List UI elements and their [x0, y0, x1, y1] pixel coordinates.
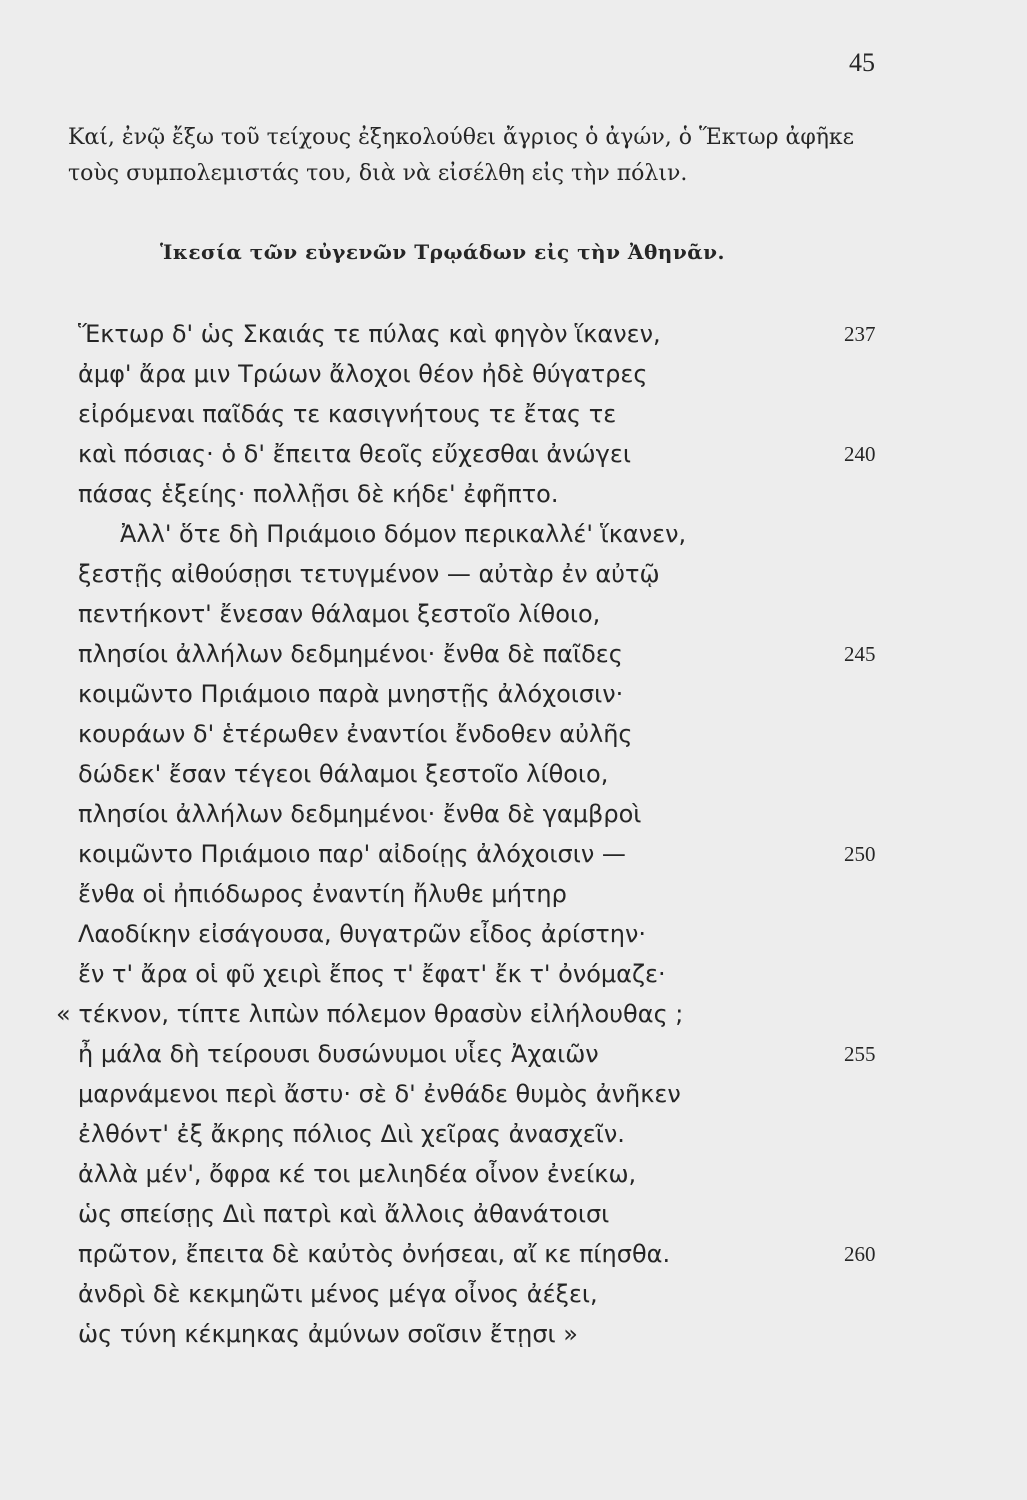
verse-line [0, 1080, 1027, 1120]
verse-line [0, 1240, 1027, 1280]
verse-text: πλησίοι ἀλλήλων δεδμημένοι· ἔνθα δὲ παῖδες [78, 640, 623, 668]
verse-line [0, 1000, 1027, 1040]
verse-text: Ἀλλ' ὅτε δὴ Πριάμοιο δόμον περικαλλέ' ἵκανεν, [120, 520, 687, 548]
verse-line [0, 1120, 1027, 1160]
verse-line [0, 840, 1027, 880]
verse-text: πάσας ἑξείης· πολλῇσι δὲ κήδε' ἐφῆπτο. [78, 480, 559, 508]
verse-text: κοιμῶντο Πριάμοιο παρὰ μνηστῇς ἀλόχοισιν· [78, 680, 624, 708]
verse-line [0, 1280, 1027, 1320]
verse-line [0, 360, 1027, 400]
verse-text: ἔν τ' ἄρα οἱ φῦ χειρὶ ἔπος τ' ἔφατ' ἔκ τ' ὀνόμαζε· [78, 960, 666, 988]
verse-text: δώδεκ' ἔσαν τέγεοι θάλαμοι ξεστοῖο λίθοιο, [78, 760, 609, 788]
verse-text: ἔνθα οἱ ἠπιόδωρος ἐναντίη ἤλυθε μήτηρ [78, 880, 567, 908]
verse-line [0, 680, 1027, 720]
verse-text: ὡς σπείσῃς Διὶ πατρὶ καὶ ἄλλοις ἀθανάτοισι [78, 1200, 610, 1228]
verse-text: κοιμῶντο Πριάμοιο παρ' αἰδοίῃς ἀλόχοισιν — [78, 840, 626, 868]
line-number: 255 [844, 1042, 876, 1066]
verse-text: εἰρόμεναι παῖδάς τε κασιγνήτους τε ἔτας τε [78, 400, 617, 428]
verse-line [0, 920, 1027, 960]
prose-line: Καί, ἐνῷ ἔξω τοῦ τείχους ἐξηκολούθει ἄγριος ὁ ἀγών, ὁ Ἕκτωρ ἀφῆκε [68, 125, 855, 150]
verse-line [0, 800, 1027, 840]
verse-text: ξεστῇς αἰθούσῃσι τετυγμένον — αὐτὰρ ἐν αὐτῷ [78, 560, 660, 588]
verse-text: ἀμφ' ἄρα μιν Τρώων ἄλοχοι θέον ἠδὲ θύγατρες [78, 360, 648, 388]
section-heading: Ἱκεσία τῶν εὐγενῶν Τρῳάδων εἰς τὴν Ἀθηνᾶν. [160, 240, 725, 264]
verse-line [0, 880, 1027, 920]
verse-text: Ἕκτωρ δ' ὡς Σκαιάς τε πύλας καὶ φηγὸν ἵκανεν, [78, 320, 661, 348]
verse-text: ἀνδρὶ δὲ κεκμηῶτι μένος μέγα οἶνος ἀέξει, [78, 1280, 598, 1308]
verse-text: πεντήκοντ' ἔνεσαν θάλαμοι ξεστοῖο λίθοιο, [78, 600, 601, 628]
verse-line [0, 320, 1027, 360]
verse-line [0, 480, 1027, 520]
verse-text: κουράων δ' ἑτέρωθεν ἐναντίοι ἔνδοθεν αὐλῆς [78, 720, 633, 748]
verse-text: πρῶτον, ἔπειτα δὲ καὐτὸς ὀνήσεαι, αἴ κε πίησθα. [78, 1240, 671, 1268]
prose-line: τοὺς συμπολεμιστάς του, διὰ νὰ εἰσέλθη εἰς τὴν πόλιν. [68, 161, 688, 186]
line-number: 237 [844, 322, 876, 346]
verse-line [0, 1320, 1027, 1360]
verse-line [0, 1200, 1027, 1240]
verse-line [0, 960, 1027, 1000]
verse-text: καὶ πόσιας· ὁ δ' ἔπειτα θεοῖς εὔχεσθαι ἀνώγει [78, 440, 631, 468]
verse-text: ἐλθόντ' ἐξ ἄκρης πόλιος Διὶ χεῖρας ἀνασχεῖν. [78, 1120, 625, 1148]
verse-line [0, 600, 1027, 640]
verse-line [0, 720, 1027, 760]
verse-line [0, 1160, 1027, 1200]
verse-line [0, 560, 1027, 600]
verse-text: ἦ μάλα δὴ τείρουσι δυσώνυμοι υἷες Ἀχαιῶν [78, 1040, 599, 1068]
verse-line [0, 400, 1027, 440]
verse-text: « τέκνον, τίπτε λιπὼν πόλεμον θρασὺν εἰλήλουθας ; [56, 1000, 684, 1028]
verse-text: ὡς τύνη κέκμηκας ἀμύνων σοῖσιν ἔτῃσι » [78, 1320, 578, 1348]
verse-line [0, 640, 1027, 680]
line-number: 260 [844, 1242, 876, 1266]
verse-text: Λαοδίκην εἰσάγουσα, θυγατρῶν εἶδος ἀρίστην· [78, 920, 646, 948]
page-number: 45 [849, 48, 875, 77]
verse-text: πλησίοι ἀλλήλων δεδμημένοι· ἔνθα δὲ γαμβροὶ [78, 800, 642, 828]
line-number: 245 [844, 642, 876, 666]
verse-line [0, 520, 1027, 560]
verse-line [0, 760, 1027, 800]
prose-paragraph [68, 120, 888, 192]
line-number: 250 [844, 842, 876, 866]
line-number: 240 [844, 442, 876, 466]
verse-text: μαρνάμενοι περὶ ἄστυ· σὲ δ' ἐνθάδε θυμὸς ἀνῆκεν [78, 1080, 681, 1108]
verse-line [0, 1040, 1027, 1080]
verse-line [0, 440, 1027, 480]
verse-text: ἀλλὰ μέν', ὄφρα κέ τοι μελιηδέα οἶνον ἐνείκω, [78, 1160, 637, 1188]
